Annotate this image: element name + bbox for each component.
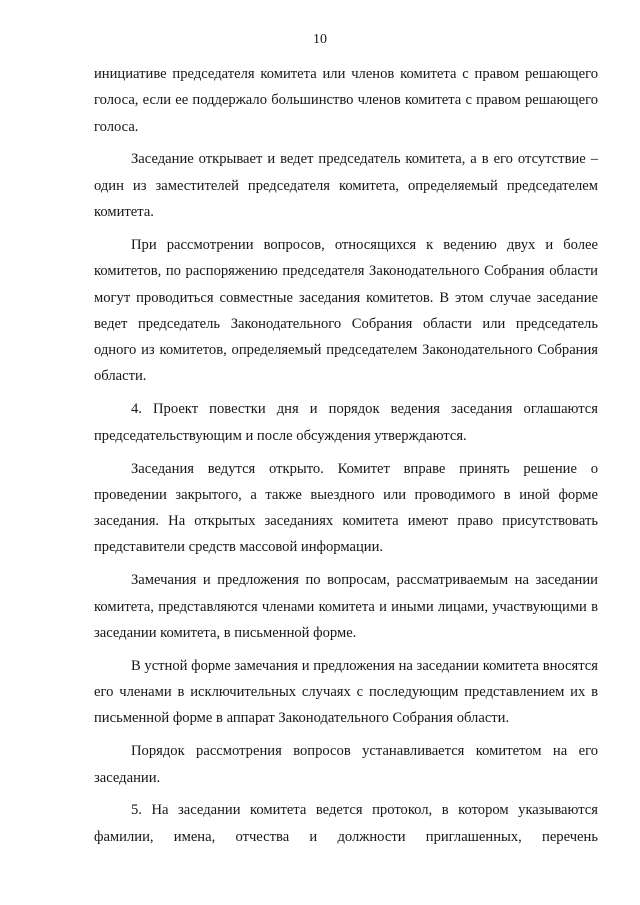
paragraph-meeting-opening: Заседание открывает и ведет председатель комитета, а в его отсутствие – один из заместителей председателя комитета, определяемый председателем комитета. [94,151,598,221]
paragraph-minutes: 5. На заседании комитета ведется протокол, в котором указываются фамилии, имена, отчества и должности приглашенных, перечень [94,802,598,845]
paragraph-remarks-oral: В устной форме замечания и предложения на заседании комитета вносятся его членами в исключительных случаях с последующим представлением их в письменной форме в аппарат Законодательного Собрания области. [94,657,598,727]
paragraph-order-of-consideration: Порядок рассмотрения вопросов устанавливается комитетом на его заседании. [94,743,598,786]
paragraph-agenda: 4. Проект повестки дня и порядок ведения заседания оглашаются председательствующим и после обсуждения утверждаются. [94,401,598,444]
paragraph-joint-meetings: При рассмотрении вопросов, относящихся к ведению двух и более комитетов, по распоряжению председателя Законодательного Собрания области могут проводиться совместные заседания комитетов. В этом случае заседание ведет председатель Законодательного Собрания области или председатель одного из комитетов, определяемый председателем Законодательного Собрания области. [94,236,598,385]
paragraph-continuation: инициативе председателя комитета или членов комитета с правом решающего голоса, если ее поддержало большинство членов комитета с правом решающего голоса. [94,66,598,135]
page-number: 10 [313,32,327,47]
paragraph-remarks-written: Замечания и предложения по вопросам, рассматриваемым на заседании комитета, представляются членами комитета и иными лицами, участвующими в заседании комитета, в письменной форме. [94,572,598,641]
document-body [94,61,598,850]
paragraph-open-meetings: Заседания ведутся открыто. Комитет вправе принять решение о проведении закрытого, а также выездного или проводимого в иной форме заседания. На открытых заседаниях комитета имеют право присутствовать представители средств массовой информации. [94,460,598,556]
